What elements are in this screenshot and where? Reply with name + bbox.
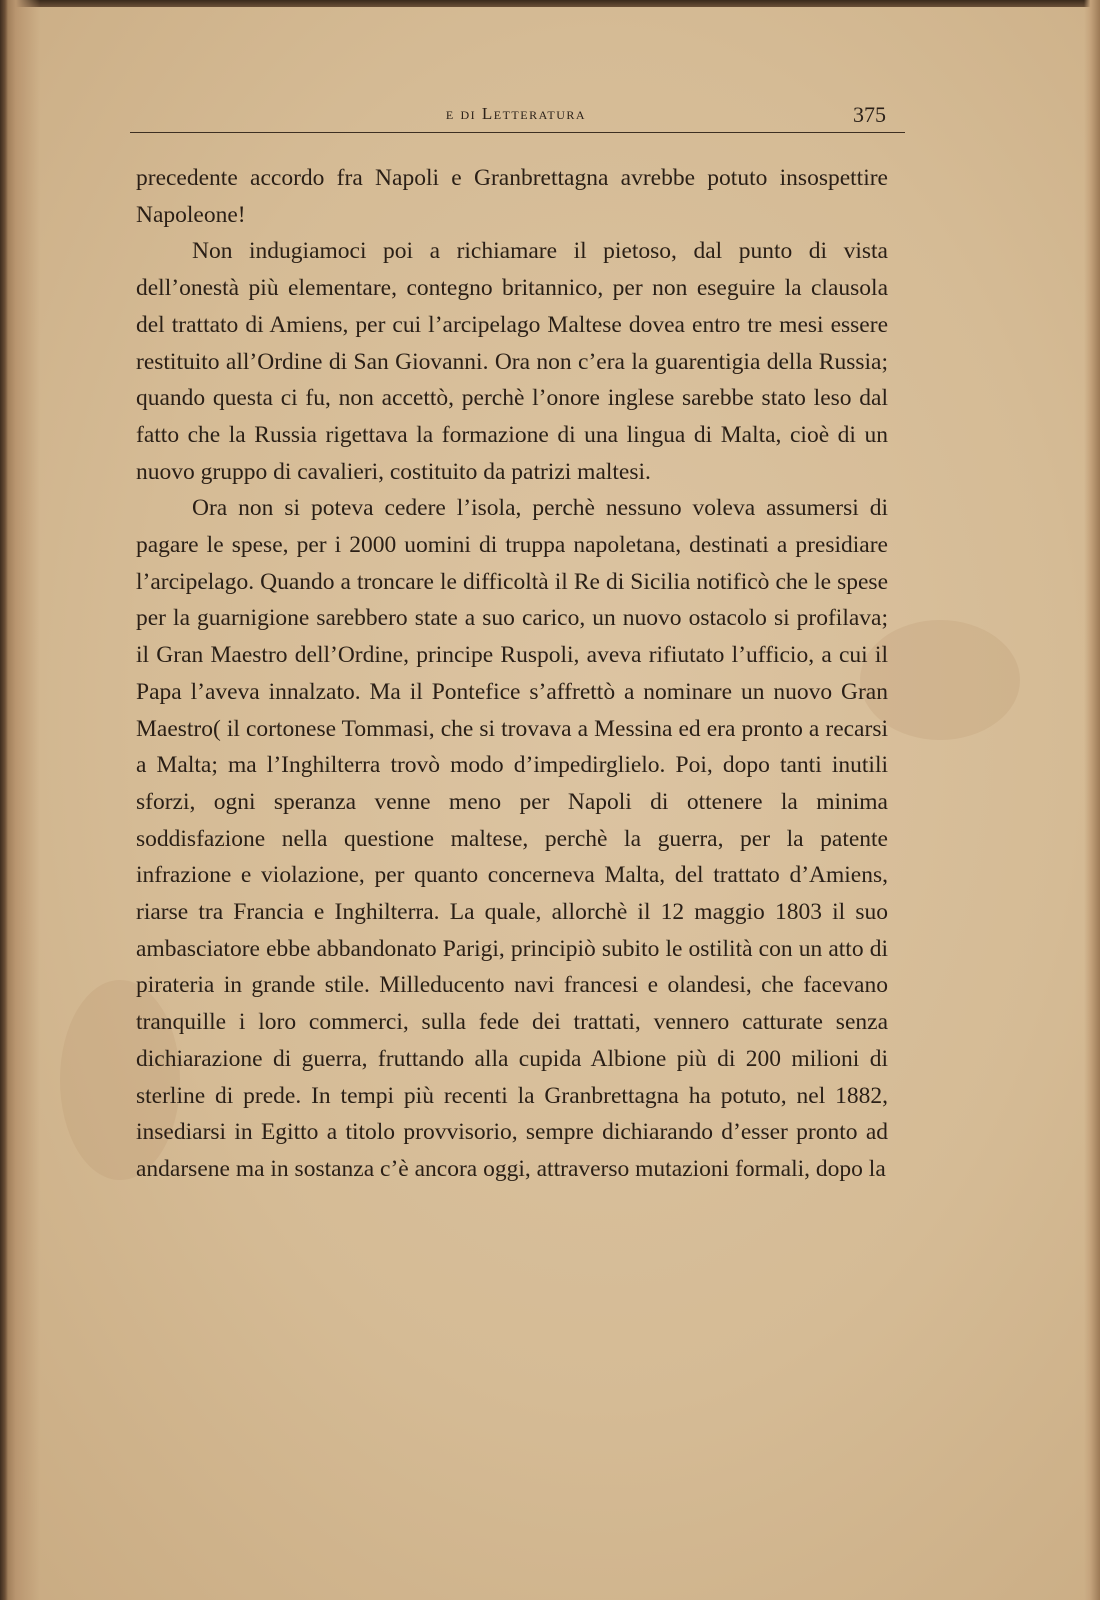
paragraph: Ora non si poteva cedere l’isola, perchè nessuno voleva assumersi di pagare le spese, per i 2000 uomini di truppa napoletana, destinati a presidiare l’arcipelago. Quando a troncare le difficoltà il Re di Sicilia notificò che le spese per la guarnigione sarebbero state a suo carico, un nuovo ostacolo si profilava; il Gran Maestro dell’Ordine, principe Ruspoli, aveva rifiutato l’ufficio, a cui il Papa l’aveva innalzato. Ma il Pontefice s’affrettò a nominare un nuovo Gran Maestro( il cortonese Tommasi, che si trovava a Messina ed era pronto a recarsi a Malta; ma l’Inghilterra trovò modo d’impedirglielo. Poi, dopo tanti inutili sforzi, ogni speranza venne meno per Napoli di ottenere la minima soddisfazione nella questione maltese, perchè la guerra, per la patente infrazione e violazione, per quanto concerneva Malta, del trattato d’Amiens, riarse tra Francia e Inghilterra. La quale, allorchè il 12 maggio 1803 il suo ambasciatore ebbe abbandonato Parigi, principiò subito le ostilità con un atto di pirateria in grande stile. Milleducento navi francesi e olandesi, che facevano tranquille i loro commerci, sulla fede dei trattati, vennero catturate senza dichiarazione di guerra, fruttando alla cupida Albione più di 200 milioni di sterline di prede. In tempi più recenti la Granbrettagna ha potuto, nel 1882, insediarsi in Egitto a titolo provvisorio, sempre dichiarando d’esser pronto ad andarsene ma in sostanza c’è ancora oggi, attraverso mutazioni formali, dopo la: [136, 495, 888, 1182]
page-right-edge: [1084, 0, 1100, 1600]
running-head: [140, 104, 892, 130]
body-text: [136, 160, 888, 1188]
page-top-edge: [0, 0, 1100, 7]
running-title: e di Letteratura: [445, 104, 587, 123]
header-rule: [130, 132, 905, 133]
binding-shadow: [0, 0, 8, 1600]
page-number: 375: [853, 102, 886, 127]
paragraph: precedente accordo fra Napoli e Granbrettagna avrebbe potuto insospettire Napoleone!: [136, 165, 888, 228]
paragraph: Non indugiamoci poi a richiamare il pietoso, dal punto di vista dell’onestà più elementare, contegno britannico, per non eseguire la clausola del trattato di Amiens, per cui l’arcipelago Maltese dovea entro tre mesi essere restituito all’Ordine di San Giovanni. Ora non c’era la guarentigia della Russia; quando questa ci fu, non accettò, perchè l’onore inglese sarebbe stato leso dal fatto che la Russia rigettava la formazione di una lingua di Malta, cioè di un nuovo gruppo di cavalieri, costituito da patrizi maltesi.: [136, 238, 888, 485]
